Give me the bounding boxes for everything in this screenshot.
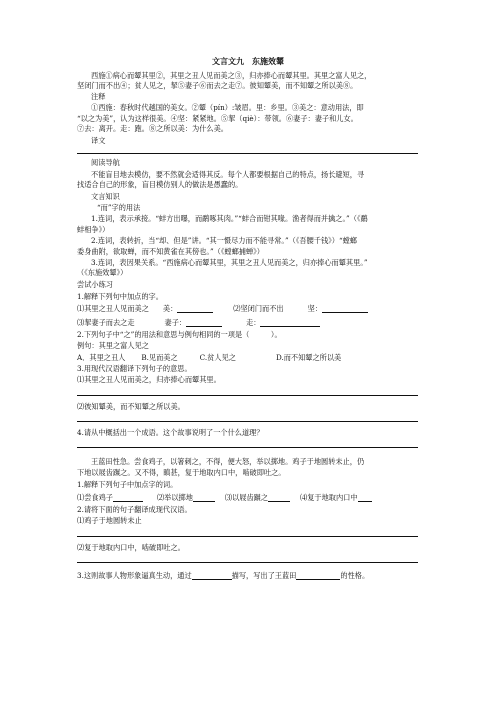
usage-line: （《东施效颦》） (77, 268, 128, 277)
notes-line: ⑦去：离开。走：跑。⑧之所以美：为什么美。 (77, 124, 228, 133)
p2-question-2-sentence: ⑵复于地取内口中，啮破即吐之。 (77, 543, 185, 552)
usage-line: 3.连词，表因果关系。“西施病心而颦其里，其里之丑人见而美之，归亦捧心而颦其里。” (91, 258, 368, 267)
answer-line (77, 536, 418, 537)
answer-line (77, 447, 418, 448)
p2-question-3 (77, 571, 418, 580)
answer-blank[interactable] (113, 494, 143, 502)
answer-blank[interactable] (186, 319, 222, 327)
question-text: 描写，写出了王蓝田 (231, 571, 297, 580)
item-label: 走： (246, 318, 261, 327)
p2-question-2-sentence: ⑴鸡子于地圆转未止 (77, 516, 142, 525)
passage-line: 坚闭门而不出④；贫人见之，挈⑤妻子⑥而去之走⑦。彼知颦美，而不知颦之所以美⑧。 (77, 81, 358, 90)
answer-line (77, 395, 418, 396)
answer-blank[interactable] (193, 494, 215, 502)
page-title: 文言文九 东施效颦 (212, 56, 284, 66)
question-4-prompt: 4.请从中概括出一个成语。这个故事说明了一个什么道理？ (77, 428, 264, 437)
answer-blank[interactable] (177, 305, 213, 313)
question-item: ⑶以屐齿蹍之 (224, 493, 269, 502)
answer-line (77, 562, 418, 563)
usage-line: 2.连词，表转折，当“却、但是”讲。“其一慑尽力而不能寻常。”（《吾腰千钱》）“螳螂 (91, 236, 357, 245)
question-2-example: 例句：其里之富人见之 (77, 341, 149, 350)
question-item: ⑵坚闭门而不出 (233, 304, 284, 313)
item-label: 美： (162, 304, 178, 313)
question-1-prompt: 1.解释下列句中加点的字。 (77, 292, 163, 301)
notes-heading: 注释 (91, 92, 106, 101)
answer-line (77, 153, 418, 154)
passage-line: 西施①病心而颦其里②，其里之丑人见而美之③，归亦捧心而颦其里。其里之富人见之， (91, 71, 372, 80)
question-item: ⑴尝食鸡子 (77, 493, 113, 502)
guide-line: 找适合自己的形象，盲目模仿别人的做法是愚蠢的。 (77, 180, 243, 189)
question-3-prompt: 3.用现代汉语翻译下列句子的意思。 (77, 364, 192, 373)
p2-question-1-prompt: 1.解释下列句子中加点字的词。 (77, 480, 178, 489)
usage-line: 1.连词，表示承接。“蚌方出曝，而鹬啄其肉。”“蚌合而钳其喙。渔者得而并擒之。”（《鹬 (91, 214, 368, 223)
item-label: 妻子： (164, 318, 187, 327)
answer-blank[interactable] (268, 494, 290, 502)
passage2-line: 下地以屐齿蹍之。又不得，瞋甚，复于地取内口中，啮破即吐之。 (77, 468, 286, 477)
item-label: 坚： (307, 304, 322, 313)
notes-line: “以之为美”，认为这样很美。④坚：紧紧地。⑤挈（qiè）：带领。⑥妻子：妻子和儿女。 (77, 114, 358, 123)
question-3-sentence: ⑴其里之丑人见而美之，归亦捧心而颦其里。 (77, 375, 221, 384)
option-b[interactable]: B.见而美之 (141, 353, 178, 362)
usage-line: 蚌相争》） (77, 225, 110, 234)
question-text: 3.这则故事人物形象逼真生动，通过 (77, 571, 192, 580)
answer-blank[interactable] (358, 494, 372, 502)
question-item: ⑷复于地取内口中 (300, 493, 358, 502)
question-item: ⑶挈妻子而去之走 (77, 318, 135, 327)
option-a[interactable]: A．其里之丑人 (77, 353, 126, 362)
question-item: ⑵举以掷地 (156, 493, 193, 502)
question-item: ⑴其里之丑人见而美之 (77, 304, 149, 313)
question-2-options (77, 353, 418, 362)
answer-blank[interactable] (260, 319, 320, 327)
guide-line: 不能盲目地去模仿，要不然就会适得其反。每个人都要根据自己的特点，扬长避短，寻 (91, 170, 365, 179)
option-c[interactable]: C.贫人见之 (199, 353, 236, 362)
question-2-prompt: 2.下列句子中“之”的用法和意思与例句相同的一项是（ ）。 (77, 330, 282, 339)
knowledge-subheading: “而”字的用法 (97, 203, 141, 212)
question-1-row (77, 304, 418, 313)
answer-blank[interactable] (192, 572, 232, 580)
guide-heading: 阅读导航 (91, 158, 120, 167)
usage-line: 委身曲附，欲取蝉，而不知黄雀在其傍也。”（《螳螂捕蝉》） (77, 247, 264, 256)
knowledge-heading: 文言知识 (91, 192, 120, 201)
option-d[interactable]: D.而不知颦之所以美 (275, 353, 342, 362)
p2-question-2-prompt: 2.请将下面的句子翻译成现代汉语。 (77, 505, 192, 514)
passage2-line: 王蓝田性急。尝食鸡子，以箸刺之，不得，便大怒，举以掷地。鸡子于地圆转未止，仍 (91, 457, 365, 466)
question-1-row (77, 318, 418, 327)
answer-blank[interactable] (322, 305, 368, 313)
question-3-sentence: ⑵彼知颦美，而不知颦之所以美。 (77, 402, 185, 411)
practice-heading: 尝试小练习 (77, 280, 113, 289)
translation-heading: 译文 (91, 136, 106, 145)
p2-question-1-items (77, 493, 418, 502)
answer-line (77, 421, 418, 422)
notes-line: ①西施：春秋时代越国的美女。②颦（pín）:皱眉。里：乡里。③美之：意动用法，即 (91, 103, 364, 112)
answer-blank[interactable] (296, 572, 340, 580)
question-text: 的性格。 (340, 571, 370, 580)
